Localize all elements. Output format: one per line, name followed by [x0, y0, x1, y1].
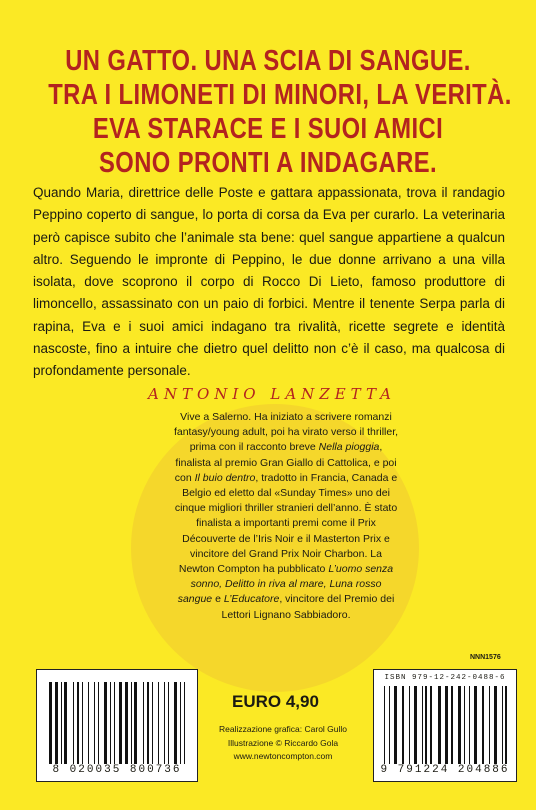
publisher-url: www.newtoncompton.com — [233, 751, 333, 761]
credit-illustration: Illustrazione © Riccardo Gola — [227, 737, 339, 748]
bio-text: , vincitore del Premio dei Lettori Lignano Sabbiadoro. — [221, 593, 395, 621]
barcode-digits-left: 8 020035 800736 — [52, 764, 182, 776]
isbn-barcode-right — [373, 669, 517, 782]
bio-title: Il buio dentro — [194, 471, 256, 484]
synopsis: Quando Maria, direttrice delle Poste e gattara appassionata, trova il randagio Peppino coperto di sangue, lo porta di corsa da Eva per curarlo. La veterinaria però capisce subito che l’animale sta bene: quel sangue appartiene a qualcun altro. Seguendo le impronte di Peppino, le due donne arrivano a una villa isolata, dove scoprono il corpo di Rocco Di Lieto, famoso produttore di limoncello, assassinato con un paio di forbici. Mentre il tenente Serpa parla di rapina, Eva e i suoi amici indagano tra rivalità, ricette segrete e identità nascoste, fino a intuire che dietro quel delitto non c’è il caso, ma qualcosa di profondamente personale. — [33, 185, 505, 379]
bio-text: , tradotto in Francia, Canada e Belgio ed eletto dal «Sunday Times» uno dei cinque migliori thriller stranieri dell’anno. È stato finalista a importanti premi come il Prix Découverte de l’Iris Noir e il Masterton Prix e vincitore del Grand Prix Noir Charbon. La Newton Compton ha pubblicato — [174, 471, 398, 576]
headline-line: TRA I LIMONETI DI MINORI, LA VERITÀ. — [48, 79, 512, 111]
credit-design: Realizzazione grafica: Carol Gullo — [218, 724, 348, 734]
bio-text: Vive a Salerno. Ha iniziato a scrivere romanzi fantasy/young adult, poi ha virato verso il thriller, prima con il racconto breve — [173, 411, 399, 454]
headline-line: UN GATTO. UNA SCIA DI SANGUE. — [65, 45, 471, 77]
barcode-digits-right: 9 791224 204886 — [380, 764, 510, 776]
headline — [48, 44, 512, 180]
headline-line: EVA STARACE E I SUOI AMICI — [92, 113, 444, 145]
author-name: ANTONIO LANZETTA — [148, 385, 396, 403]
ean-barcode-left — [36, 669, 198, 782]
product-code: NNN1576 — [470, 654, 501, 661]
isbn-text: ISBN 979-12-242-0488-6 — [384, 674, 506, 682]
bio-title: L’Educatore — [223, 593, 280, 606]
author-bio — [172, 410, 400, 623]
bio-text: e — [212, 593, 224, 606]
bio-text: , finalista al premio Gran Giallo di Cattolica, e poi con — [174, 441, 397, 484]
bio-title: L’uomo senza sonno, Delitto in riva al mare, Luna rosso sangue — [177, 563, 394, 606]
headline-line: SONO PRONTI A INDAGARE. — [99, 147, 437, 179]
credits — [218, 723, 348, 764]
price: EURO 4,90 — [232, 692, 319, 711]
bio-title: Nella pioggia — [318, 441, 380, 454]
